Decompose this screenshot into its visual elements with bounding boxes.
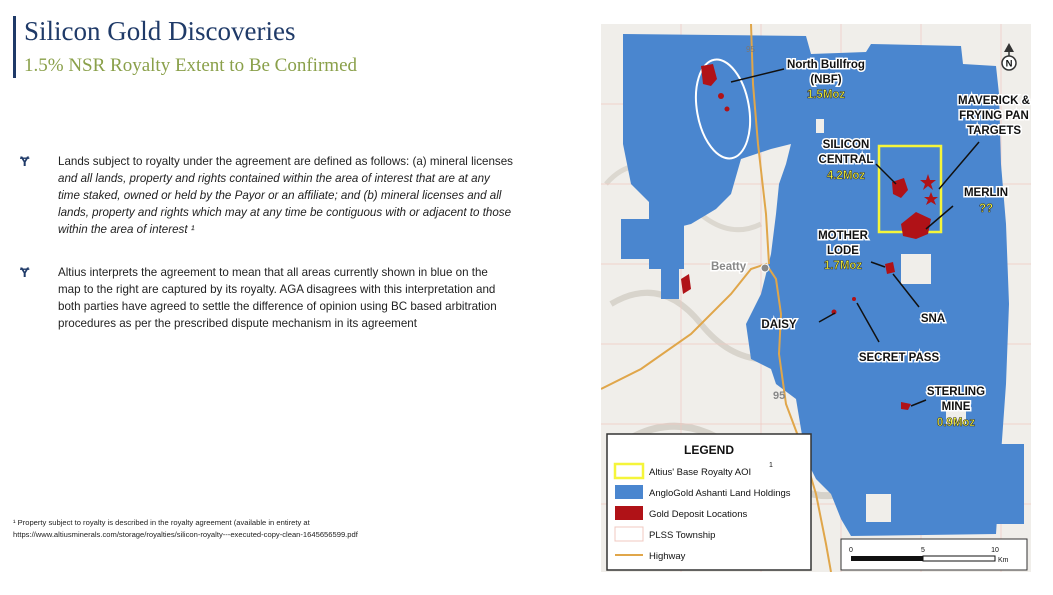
bullet-line: map to the right are captured by its royalty. AGA disagrees with this interpretation and xyxy=(58,283,496,296)
scale-tick: 0 xyxy=(849,547,853,554)
bullet-line: both parties have agreed to settle the difference of opinion using BC based arbitration xyxy=(58,300,497,313)
deposit-nbf-satellite xyxy=(725,107,730,112)
legend-swatch-township xyxy=(615,527,643,541)
value-north-bullfrog: 1.5Moz xyxy=(806,89,846,101)
legend-label: Altius' Base Royalty AOI xyxy=(649,467,752,478)
label-secret-pass: SECRET PASS xyxy=(858,352,940,364)
bird-bullet-icon: Ɏ xyxy=(20,153,30,169)
map-canvas xyxy=(601,24,1031,572)
bullet-line: Altius interprets the agreement to mean that all areas currently shown in blue on the xyxy=(58,266,488,279)
bullet-line: Lands subject to royalty under the agreement are defined as follows: (a) mineral licenses xyxy=(58,155,513,168)
footnote-line: ¹ Property subject to royalty is described in the royalty agreement (available in entirety at xyxy=(13,518,310,527)
town-label: Beatty xyxy=(711,261,747,273)
deposit-nbf-satellite xyxy=(718,93,724,99)
map-legend xyxy=(607,434,811,570)
bullet-line: lands, property and rights which may at any time be contiguous with or adjacent to those xyxy=(58,206,512,219)
label-north-bullfrog: North Bullfrog (NBF) xyxy=(787,59,865,86)
royalty-map xyxy=(601,24,1031,572)
north-label: N xyxy=(1005,58,1013,70)
label-silicon-central: SILICON CENTRAL xyxy=(818,139,874,166)
label-maverick-frying-pan: MAVERICK & FRYING PAN TARGETS xyxy=(958,95,1030,137)
beatty-town-dot xyxy=(761,264,769,272)
bullet-line: and all lands, property and rights contained within the area of interest that are at any xyxy=(58,172,490,185)
highway-number: 95 xyxy=(773,390,786,402)
scale-bar xyxy=(841,539,1027,570)
footnote xyxy=(13,517,533,541)
label-mother-lode: MOTHER LODE xyxy=(818,230,868,257)
legend-swatch-aoi xyxy=(615,464,643,478)
scale-tick: 10 xyxy=(991,547,999,554)
value-sterling-mine: 0.9Moz xyxy=(936,417,976,429)
bullet-line: within the area of interest ¹ xyxy=(58,223,195,236)
legend-superscript: 1 xyxy=(769,462,773,469)
bullet-line: time staked, owned or held by the Payor or an affiliate; and (b) mineral licenses and all xyxy=(58,189,502,202)
legend-swatch-deposit xyxy=(615,506,643,520)
legend-swatch-land xyxy=(615,485,643,499)
legend-label: Highway xyxy=(649,551,686,562)
scale-unit: Km xyxy=(998,557,1009,564)
label-sterling-mine: STERLING MINE xyxy=(926,386,986,413)
footnote-link[interactable]: https://www.altiusminerals.com/storage/royalties/silicon-royalty---executed-copy-clean-1645656599.pdf xyxy=(13,530,358,539)
legend-title: LEGEND xyxy=(683,443,735,457)
label-daisy: DAISY xyxy=(761,319,797,331)
bird-bullet-icon: Ɏ xyxy=(20,264,30,280)
bullet-text xyxy=(58,153,558,238)
label-merlin: MERLIN xyxy=(963,187,1009,199)
value-silicon-central: 4.2Moz xyxy=(826,170,866,182)
road-marker: 95 xyxy=(746,45,755,54)
page-subtitle: 1.5% NSR Royalty Extent to Be Confirmed xyxy=(24,55,358,76)
value-merlin: ?? xyxy=(978,203,994,215)
scale-tick: 5 xyxy=(921,547,925,554)
label-sna: SNA xyxy=(920,313,946,325)
title-accent-bar xyxy=(13,16,16,78)
legend-label: Gold Deposit Locations xyxy=(649,509,748,520)
legend-label: AngloGold Ashanti Land Holdings xyxy=(649,488,791,499)
bullet-text xyxy=(58,264,558,332)
deposit-secret-pass xyxy=(852,297,856,301)
legend-label: PLSS Township xyxy=(649,530,716,541)
bullet-line: procedures as per the prescribed dispute mechanism in its agreement xyxy=(58,317,417,330)
value-mother-lode: 1.7Moz xyxy=(823,260,863,272)
page-title: Silicon Gold Discoveries xyxy=(24,16,296,46)
